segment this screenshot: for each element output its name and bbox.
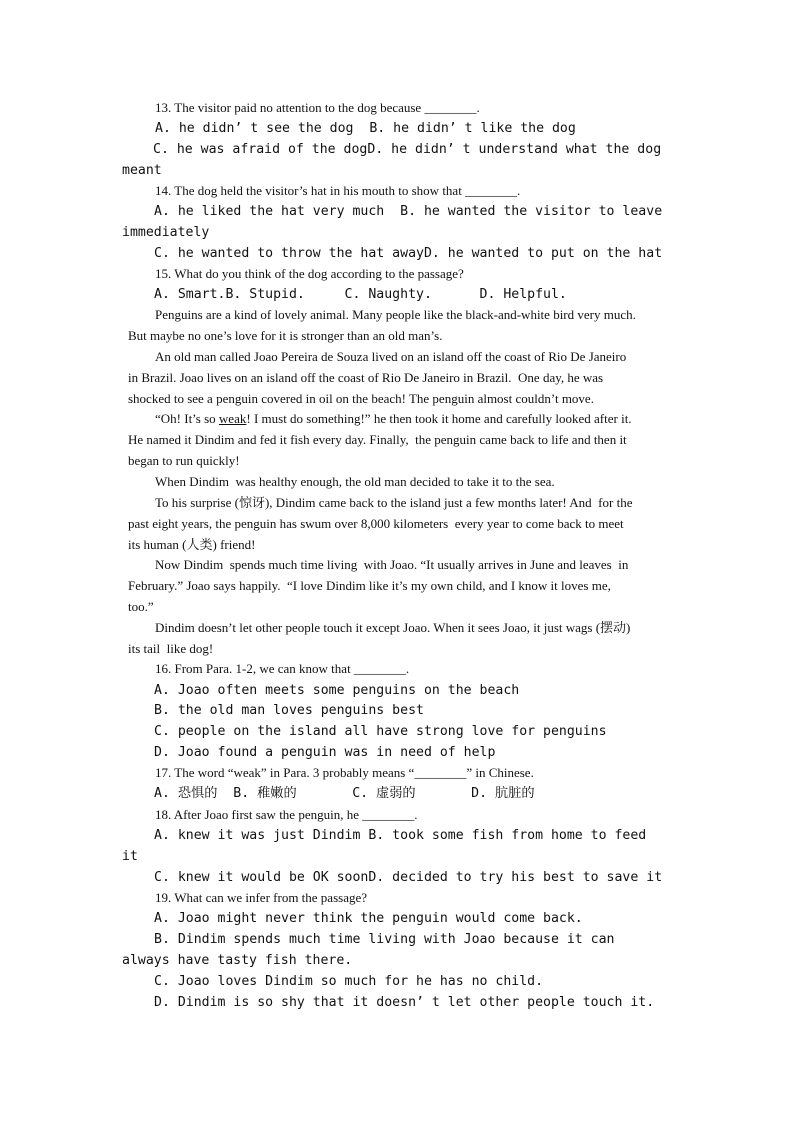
passage-line: To his surprise (惊讶), Dindim came back to the island just a few months later! And for the <box>155 495 633 510</box>
passage-line: past eight years, the penguin has swum over 8,000 kilometers every year to come back to meet <box>128 516 624 531</box>
passage-line: But maybe no one’s love for it is stronger than an old man’s. <box>128 328 443 343</box>
question-19-option-c: C. Joao loves Dindim so much for he has no child. <box>154 974 544 989</box>
passage-line: began to run quickly! <box>128 453 240 468</box>
question-18-options-line: A. knew it was just Dindim B. took some fish from home to feed <box>154 828 647 843</box>
question-15-options-line: A. Smart.B. Stupid. C. Naughty. D. Helpful. <box>154 287 567 302</box>
question-16-option-c: C. people on the island all have strong love for penguins <box>154 724 607 739</box>
question-13-options-line: C. he was afraid of the dogD. he didn’ t understand what the dog <box>153 142 662 157</box>
question-19-option-a: A. Joao might never think the penguin would come back. <box>154 911 583 926</box>
passage-text: “Oh! It’s so <box>155 411 219 426</box>
question-19-option-b: B. Dindim spends much time living with Joao because it can <box>154 932 615 947</box>
passage-line: An old man called Joao Pereira de Souza lived on an island off the coast of Rio De Janeiro <box>155 349 627 364</box>
question-19-stem: 19. What can we infer from the passage? <box>155 890 368 905</box>
passage-line: shocked to see a penguin covered in oil on the beach! The penguin almost couldn’t move. <box>128 391 594 406</box>
question-16-option-b: B. the old man loves penguins best <box>154 703 424 718</box>
question-14-stem: 14. The dog held the visitor’s hat in his mouth to show that ________. <box>155 183 521 198</box>
passage-line: February.” Joao says happily. “I love Dindim like it’s my own child, and I know it loves me, <box>128 578 611 593</box>
question-18-options-line: C. knew it would be OK soonD. decided to try his best to save it <box>154 870 663 885</box>
passage-line: He named it Dindim and fed it fish every day. Finally, the penguin came back to life and then it <box>128 432 627 447</box>
question-13-options-line: A. he didn’ t see the dog B. he didn’ t like the dog <box>155 121 576 136</box>
question-14-options-line: C. he wanted to throw the hat awayD. he wanted to put on the hat <box>154 246 663 261</box>
passage-line <box>155 412 632 425</box>
passage-line: its tail like dog! <box>128 641 214 656</box>
question-13-options-continuation: meant <box>122 163 162 178</box>
question-15-stem: 15. What do you think of the dog according to the passage? <box>155 266 464 281</box>
passage-line: Dindim doesn’t let other people touch it except Joao. When it sees Joao, it just wags (摆动) <box>155 620 631 635</box>
passage-line: Penguins are a kind of lovely animal. Many people like the black-and-white bird very much. <box>155 307 636 322</box>
underlined-word-weak: weak <box>218 411 247 426</box>
question-17-options-line: A. 恐惧的 B. 稚嫩的 C. 虚弱的 D. 肮脏的 <box>154 786 535 801</box>
passage-line: When Dindim was healthy enough, the old man decided to take it to the sea. <box>155 474 555 489</box>
question-13-stem: 13. The visitor paid no attention to the dog because ________. <box>155 100 480 115</box>
question-19-option-d: D. Dindim is so shy that it doesn’ t let other people touch it. <box>154 995 655 1010</box>
passage-line: its human (人类) friend! <box>128 537 256 552</box>
question-18-stem: 18. After Joao first saw the penguin, he ________. <box>155 807 418 822</box>
passage-text: ! I must do something!” he then took it home and carefully looked after it. <box>246 411 632 426</box>
question-16-stem: 16. From Para. 1-2, we can know that ________. <box>155 661 410 676</box>
question-14-options-line: A. he liked the hat very much B. he wanted the visitor to leave <box>154 204 663 219</box>
passage-line: Now Dindim spends much time living with Joao. “It usually arrives in June and leaves in <box>155 557 629 572</box>
question-18-options-continuation: it <box>122 849 138 864</box>
question-14-options-continuation: immediately <box>122 225 210 240</box>
question-17-stem: 17. The word “weak” in Para. 3 probably means “________” in Chinese. <box>155 765 534 780</box>
question-19-option-b-continuation: always have tasty fish there. <box>122 953 353 968</box>
passage-line: too.” <box>128 599 154 614</box>
question-16-option-d: D. Joao found a penguin was in need of help <box>154 745 496 760</box>
passage-line: in Brazil. Joao lives on an island off the coast of Rio De Janeiro in Brazil. One day, he was <box>128 370 604 385</box>
question-16-option-a: A. Joao often meets some penguins on the beach <box>154 683 520 698</box>
